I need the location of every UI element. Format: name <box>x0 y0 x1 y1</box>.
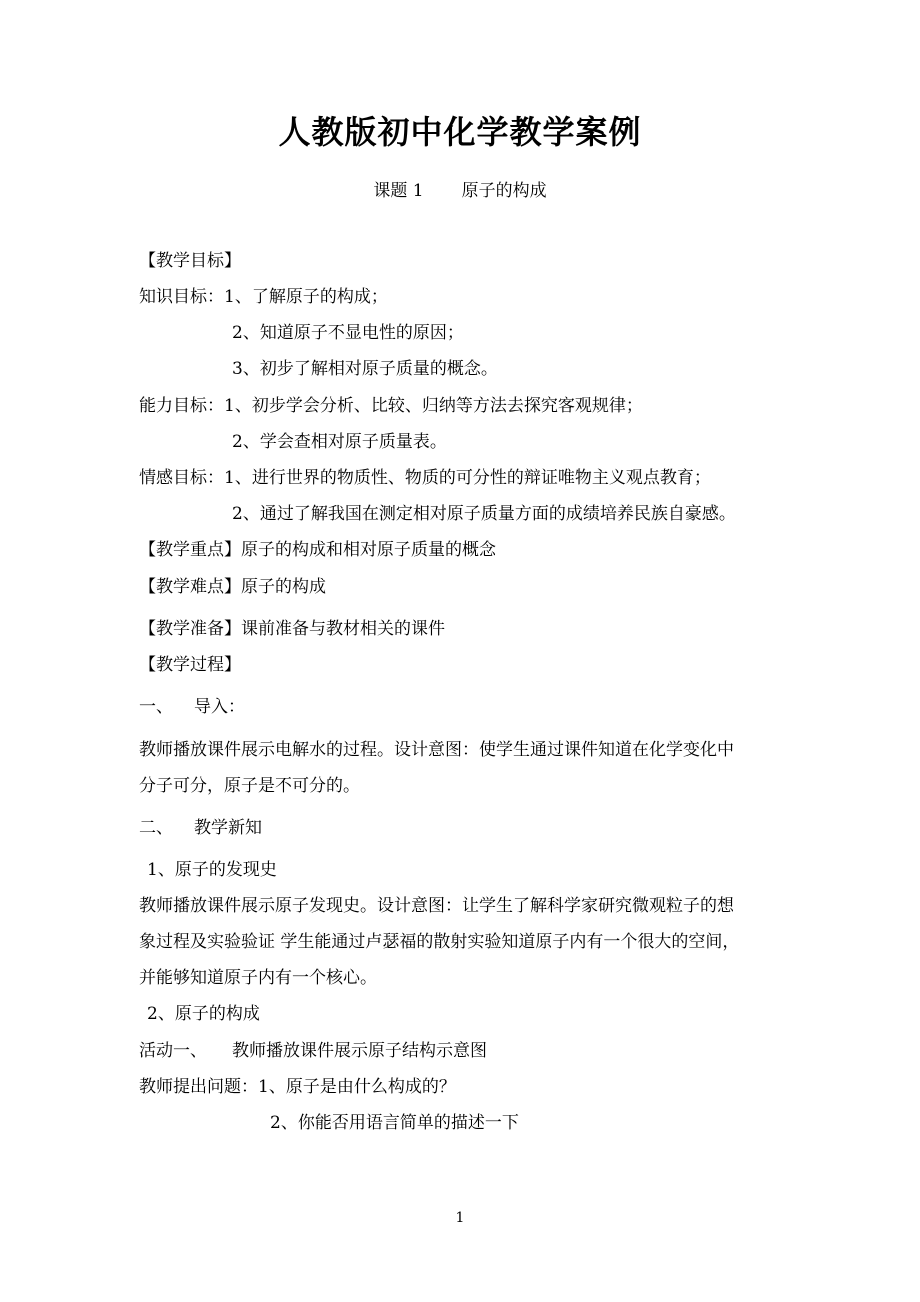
subheading-discovery-history: 1、原子的发现史 <box>147 860 277 880</box>
knowledge-goal-2: 2、知道原子不显电性的原因； <box>232 323 464 343</box>
document-subtitle <box>0 181 920 201</box>
step-one-title: 导入： <box>194 697 245 717</box>
teaching-preparation: 【教学准备】课前准备与教材相关的课件 <box>139 619 445 639</box>
lesson-number: 课题 1 <box>373 181 424 201</box>
subheading-atom-structure: 2、原子的构成 <box>147 1004 260 1024</box>
difficult-points: 【教学难点】原子的构成 <box>139 577 326 597</box>
teacher-question-1: 教师提出问题：1、原子是由什么构成的？ <box>139 1077 456 1097</box>
emotion-goal-2: 2、通过了解我国在测定相对原子质量方面的成绩培养民族自豪感。 <box>232 504 736 524</box>
lesson-topic: 原子的构成 <box>461 181 547 201</box>
intro-paragraph-line-1: 教师播放课件展示电解水的过程。设计意图：使学生通过课件知道在化学变化中 <box>139 740 734 760</box>
step-one-number: 一、 <box>139 697 173 717</box>
step-two-number: 二、 <box>139 818 173 838</box>
step-two-title: 教学新知 <box>194 818 262 838</box>
document-title: 人教版初中化学教学案例 <box>278 113 642 151</box>
knowledge-goal-3: 3、初步了解相对原子质量的概念。 <box>232 359 498 379</box>
section-heading-objectives: 【教学目标】 <box>139 251 241 271</box>
teacher-question-2: 2、你能否用语言简单的描述一下 <box>270 1113 519 1133</box>
activity-one-label: 活动一、 <box>139 1041 207 1061</box>
intro-paragraph-line-2: 分子可分，原子是不可分的。 <box>139 776 360 796</box>
discovery-paragraph-line-1: 教师播放课件展示原子发现史。设计意图：让学生了解科学家研究微观粒子的想 <box>139 896 734 916</box>
section-heading-process: 【教学过程】 <box>139 655 241 675</box>
emotion-goal-1: 情感目标：1、进行世界的物质性、物质的可分性的辩证唯物主义观点教育； <box>139 468 711 488</box>
ability-goal-1: 能力目标：1、初步学会分析、比较、归纳等方法去探究客观规律； <box>139 396 643 416</box>
discovery-paragraph-line-3: 并能够知道原子内有一个核心。 <box>139 968 377 988</box>
activity-one-text: 教师播放课件展示原子结构示意图 <box>232 1041 487 1061</box>
page-number: 1 <box>455 1210 465 1226</box>
knowledge-goal-1: 知识目标：1、了解原子的构成； <box>139 287 388 307</box>
key-points: 【教学重点】原子的构成和相对原子质量的概念 <box>139 540 496 560</box>
discovery-paragraph-line-2: 象过程及实验验证 学生能通过卢瑟福的散射实验知道原子内有一个很大的空间， <box>139 932 740 952</box>
ability-goal-2: 2、学会查相对原子质量表。 <box>232 432 447 452</box>
